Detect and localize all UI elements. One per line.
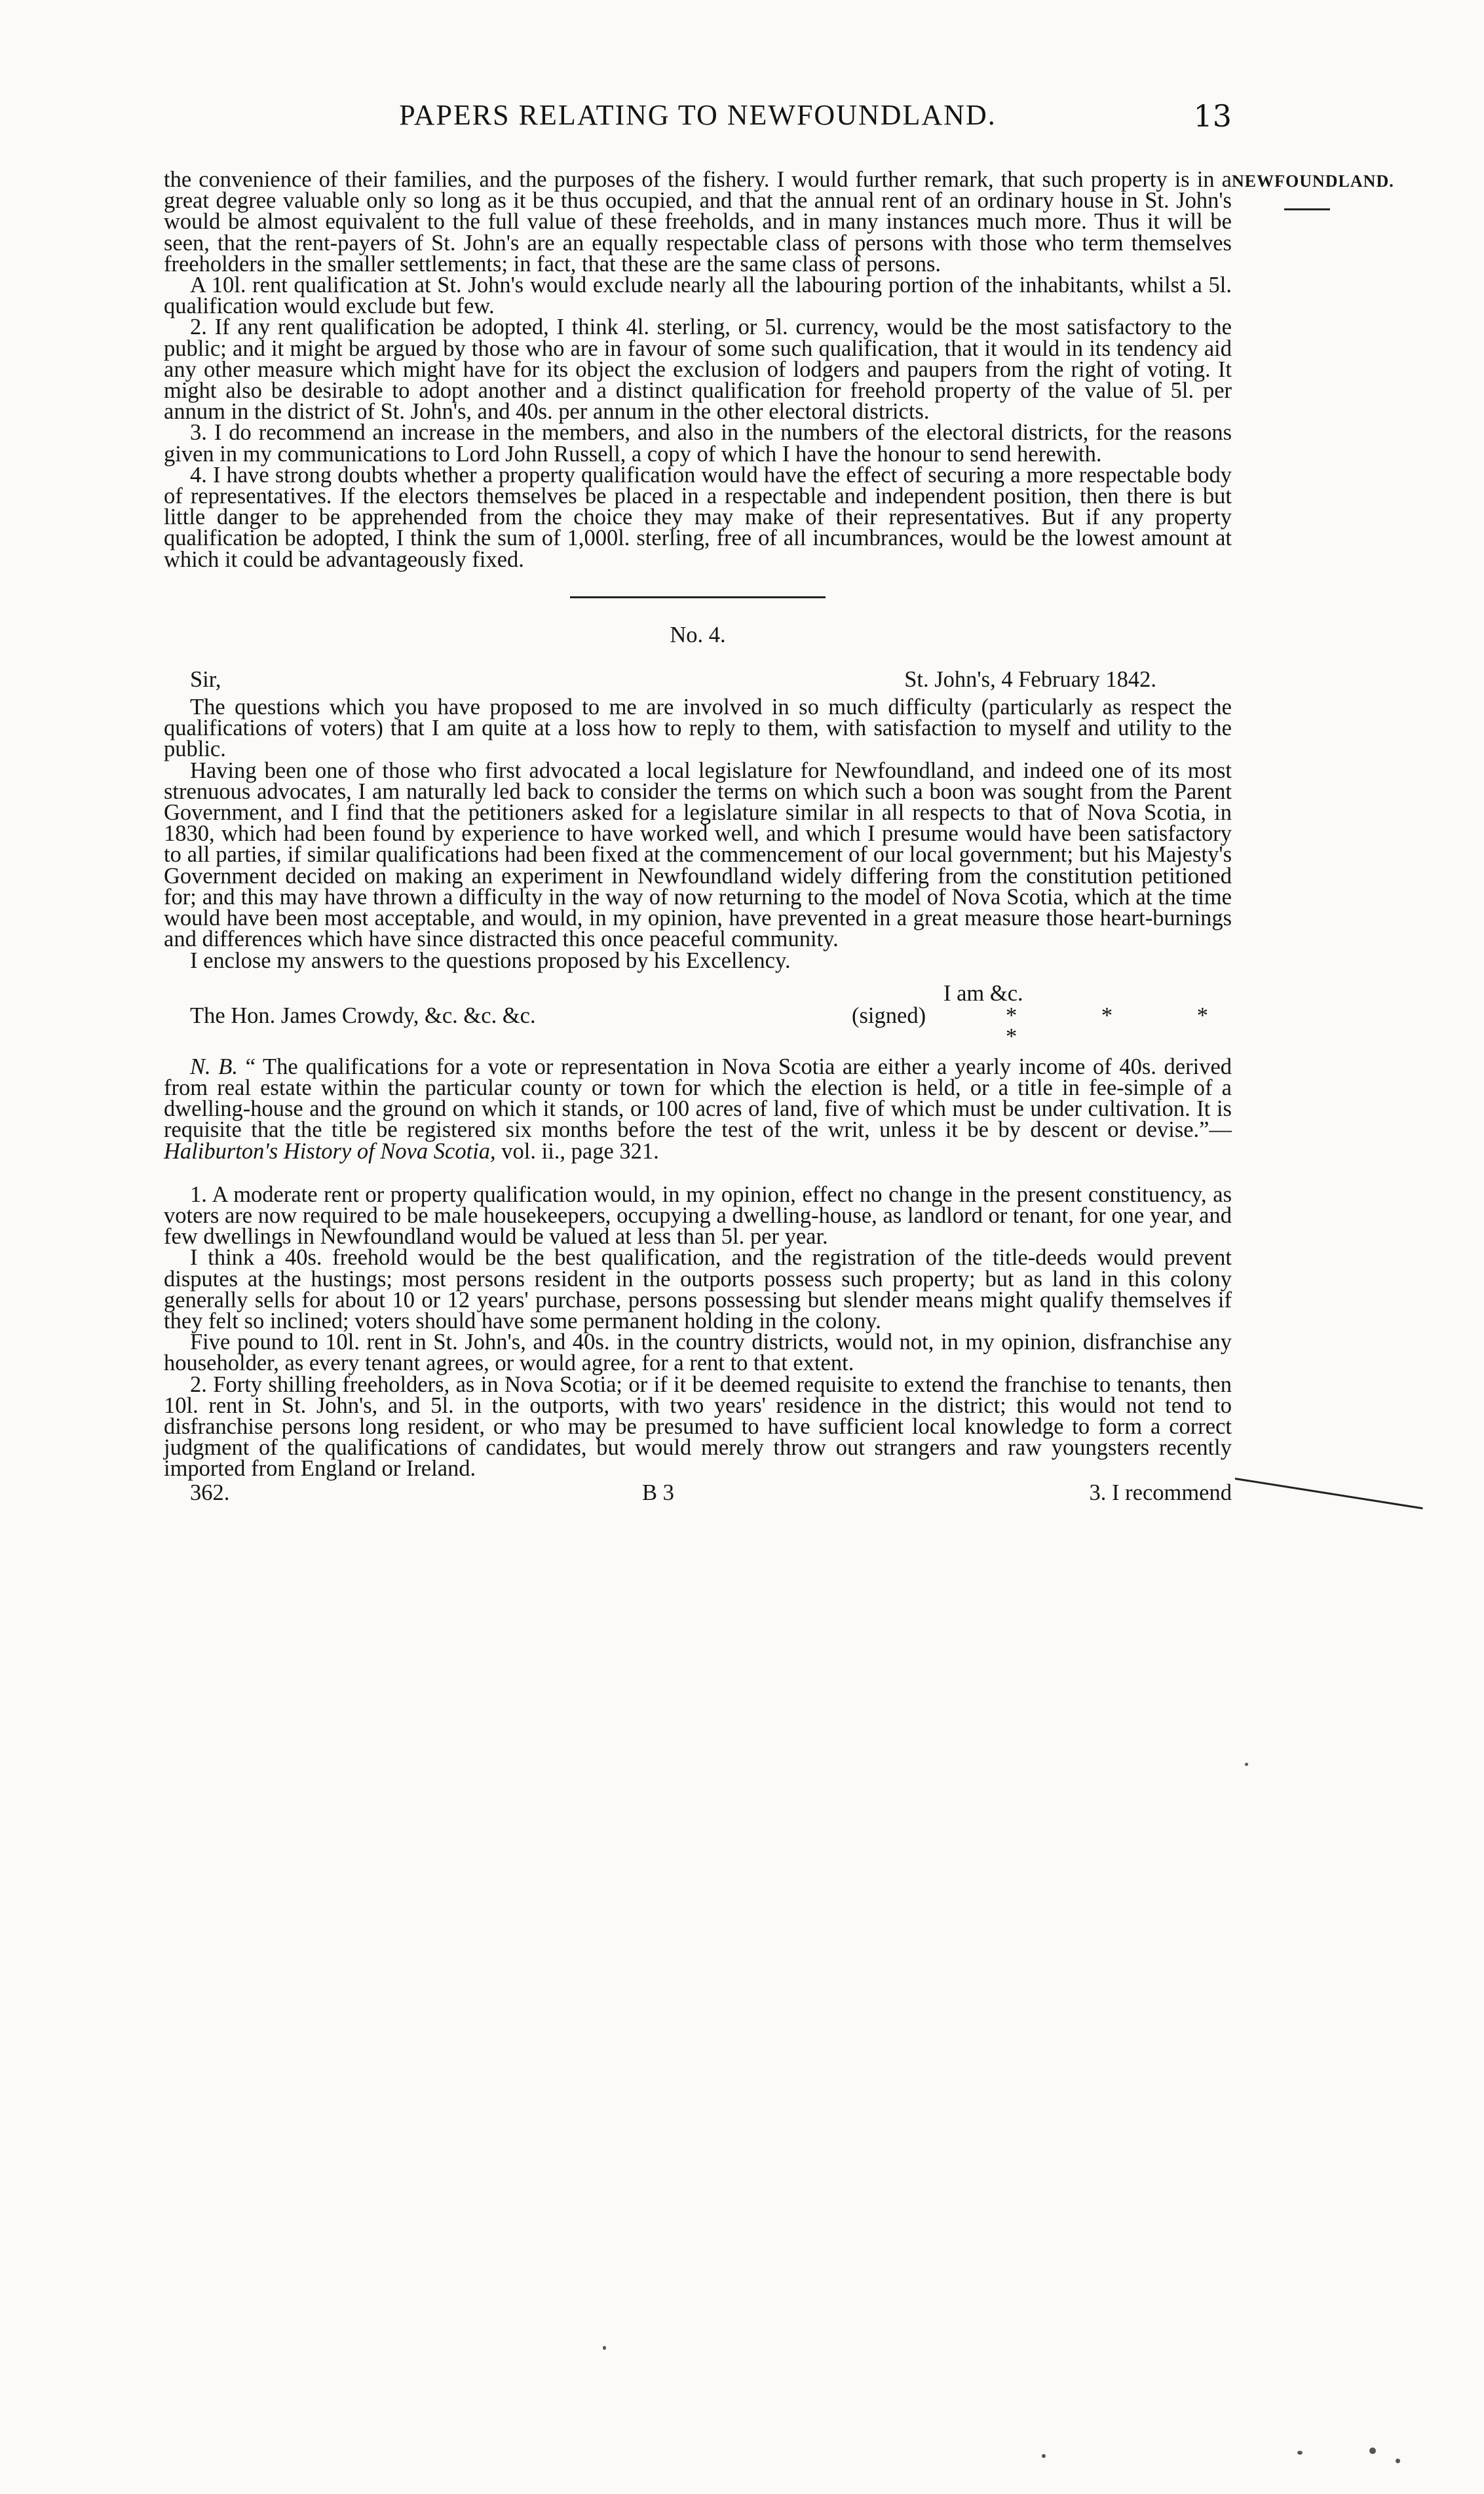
- ink-speck: [1396, 2459, 1400, 2463]
- page-header: [164, 98, 1232, 144]
- signed-label: (signed): [852, 1003, 926, 1028]
- nb-label: N. B.: [190, 1054, 238, 1079]
- paragraph: the convenience of their families, and the purposes of the fishery. I would further remark, that such property is in a great degree valuable only so long as it be thus occupied, and that the annual rent of an ordinary house in St. John's would be almost equivalent to the full value of these freeholds, and in many instances much more. Thus it will be seen, that the rent-payers of St. John's are an equally respectable class of persons with those who term themselves freeholders in the smaller settlements; in fact, that these are the same class of persons.: [164, 167, 1232, 277]
- letter-signoff: [164, 980, 1232, 1049]
- catchword: 3. I recommend: [1089, 1480, 1232, 1505]
- paragraph: I think a 40s. freehold would be the best qualification, and the registration of the title-deeds would prevent disputes at the hustings; most persons resident in the outports possess such property; but as land in this colony generally sells for about 10 or 12 years' purchase, persons possessing but slender means might qualify themselves if they felt so inclined; voters should have some permanent holding in the colony.: [164, 1245, 1232, 1333]
- body-text: [164, 169, 1232, 1508]
- paragraph: A 10l. rent qualification at St. John's would exclude nearly all the labouring portion of the inhabitants, whilst a 5l. qualification would exclude but few.: [164, 273, 1232, 319]
- signature-mark: B 3: [642, 1480, 674, 1505]
- letter-number: No. 4.: [670, 622, 726, 647]
- paragraph: 3. I do recommend an increase in the members, and also in the numbers of the electoral districts, for the reasons given in my communications to Lord John Russell, a copy of which I have the honour to send herewith.: [164, 420, 1232, 467]
- paragraph: 1. A moderate rent or property qualification would, in my opinion, effect no change in the present constituency, as voters are now required to be male housekeepers, occupying a dwelling-house, as landlord or tenant, for one year, and few dwellings in Newfoundland would be valued at less than 5l. per year.: [164, 1181, 1232, 1250]
- ink-speck: [1245, 1763, 1248, 1766]
- footer-number: 362.: [190, 1480, 230, 1505]
- margin-note-rule: [1284, 208, 1330, 210]
- addressee: The Hon. James Crowdy, &c. &c. &c.: [190, 1003, 536, 1028]
- nota-bene: [164, 1056, 1232, 1162]
- paragraph: 2. Forty shilling freeholders, as in Nova Scotia; or if it be deemed requisite to extend the franchise to tenants, then 10l. rent in St. John's, and 5l. in the outports, with two years' residence in the district; this would not tend to disfranchise persons long resident, or who may be presumed to have sufficient local knowledge to form a correct judgment of the qualifications of candidates, but would merely throw out strangers and raw youngsters recently imported from England or Ireland.: [164, 1372, 1232, 1482]
- paragraph: 2. If any rent qualification be adopted, I think 4l. sterling, or 5l. currency, would be the most satisfactory to the public; and it might be argued by those who are in favour of some such qualification, that it would in its tendency aid any other measure which might have for its object the exclusion of lodgers and paupers from the right of voting. It might also be desirable to adopt another and a distinct qualification for freehold property of the value of 5l. per annum in the district of St. John's, and 40s. per annum in the other electoral districts.: [164, 315, 1232, 425]
- section-divider: [570, 596, 826, 598]
- letter-heading: [164, 669, 1232, 693]
- paragraph: 4. I have strong doubts whether a property qualification would have the effect of securing a more respectable body of representatives. If the electors themselves be placed in a respectable and independent position, then there is but little danger to be apprehended from the choice they may make of their representatives. But if any property qualification be adopted, I think the sum of 1,000l. sterling, free of all incumbrances, would be the lowest amount at which it could be advantageously fixed.: [164, 462, 1232, 572]
- margin-note: NEWFOUNDLAND.: [1232, 172, 1394, 191]
- paragraph: I enclose my answers to the questions proposed by his Excellency.: [190, 948, 791, 973]
- ink-speck: [1369, 2447, 1376, 2454]
- running-title: PAPERS RELATING TO NEWFOUNDLAND.: [399, 99, 997, 131]
- paragraph: The questions which you have proposed to me are involved in so much difficulty (particularly as respect the qualifications of voters) that I am quite at a loss how to reply to them, with satisfaction to myself and utility to the public.: [164, 695, 1232, 762]
- ink-speck: [603, 2346, 606, 2350]
- page-footer: [164, 1482, 1232, 1508]
- closing: I am &c.: [943, 980, 1023, 1006]
- margin-pen-stroke: [1235, 1478, 1423, 1509]
- place-date: St. John's, 4 February 1842.: [904, 667, 1156, 693]
- ink-speck: [1297, 2451, 1303, 2455]
- salutation: Sir,: [190, 667, 221, 693]
- paragraph: Five pound to 10l. rent in St. John's, and 40s. in the country districts, would not, in my opinion, disfranchise any householder, as every tenant agrees, or would agree, for a rent to that extent.: [164, 1330, 1232, 1376]
- nb-citation: Haliburton's History of Nova Scotia,: [164, 1138, 496, 1164]
- ink-speck: [1042, 2454, 1046, 2458]
- nb-citation-rest: vol. ii., page 321.: [501, 1138, 659, 1164]
- nb-text: “ The qualifications for a vote or representation in Nova Scotia are either a yearly income of 40s. derived from real estate within the particular county or town for which the election is held, or a title in fee-simple of a dwelling-house and the ground on which it stands, or 100 acres of land, five of which must be under cultivation. It is requisite that the title be registered six months before the test of the writ, unless it be by descent or devise.”—: [164, 1054, 1232, 1143]
- page-number: 13: [1193, 98, 1232, 134]
- signature-stars: * * * *: [1006, 1003, 1232, 1049]
- paragraph: Having been one of those who first advocated a local legislature for Newfoundland, and indeed one of its most strenuous advocates, I am naturally led back to consider the terms on which such a boon was sought from the Parent Government, and I find that the petitioners asked for a legislature similar in all respects to that of Nova Scotia, in 1830, which had been found by experience to have worked well, and which I presume would have been satisfactory to all parties, if similar qualifications had been fixed at the commencement of our local government; but his Majesty's Government decided on making an experiment in Newfoundland widely differing from the constitution petitioned for; and this may have thrown a difficulty in the way of now returning to the model of Nova Scotia, which at the time would have been most acceptable, and would, in my opinion, have prevented in a great measure those heart-burnings and differences which have since distracted this once peaceful community.: [164, 758, 1232, 952]
